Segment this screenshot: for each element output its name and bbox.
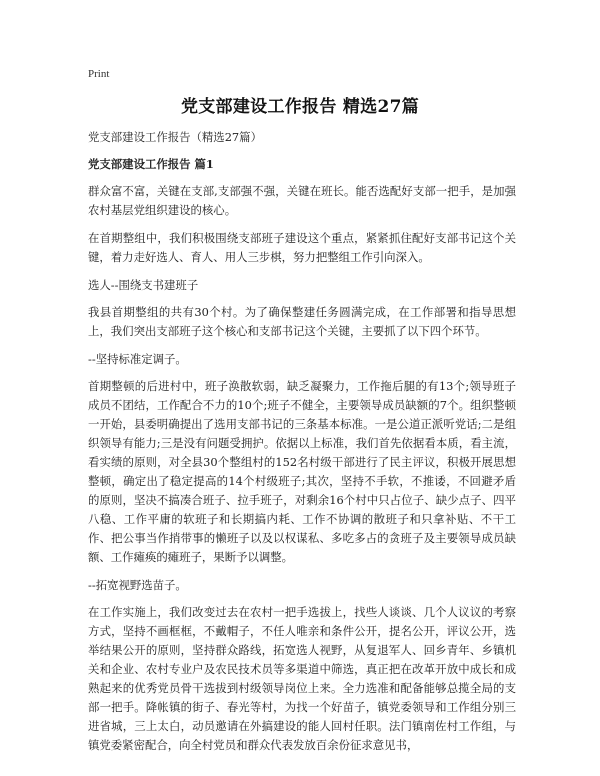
section-heading: 党支部建设工作报告 篇1 — [88, 157, 214, 171]
print-label[interactable]: Print — [88, 68, 110, 80]
subheading-standards: --坚持标准定调子。 — [88, 352, 187, 366]
paragraph-standards: 首期整顿的后进村中，班子涣散软弱，缺乏凝聚力，工作拖后腿的有13个;领导班子成员不团结，工作配合不力的10个;班子不健全，主要领导成员缺额的7个。组织整顿一开始，县委明确提出了选用支部书记的三条基本标准。一是公道正派听党话;二是组织领导有能力;三是没有问题受拥护。依据以上标准，我们首先依据看本质，看主流，看实绩的原则，对全县30个整组村的152名村级干部进行了民主评议，积极开展思想整顿，确定出了稳定提高的14个村级班子;其次，坚持不手软，不推诿，不回避矛盾的原则，坚决不搞凑合班子、拉手班子，对剩余16个村中只占位子、缺少点子、四平八稳、工作平庸的软班子和长期搞内耗、工作不协调的散班子和只拿补贴、不干工作、把公事当作捎带事的懒班子以及以权谋私、多吃多占的贪班子及主要领导成员缺额、工作瘫痪的瘫班子，果断予以调整。 — [88, 379, 516, 564]
document-body — [88, 128, 516, 764]
paragraph-overview: 在首期整组中，我们积极围绕支部班子建设这个重点，紧紧抓住配好支部书记这个关键，着力走好选人、育人、用人三步棋，努力把整组工作引向深入。 — [88, 231, 516, 264]
paragraph-intro: 群众富不富，关键在支部,支部强不强，关键在班长。能否选配好支部一把手，是加强农村基层党组织建设的核心。 — [88, 184, 516, 217]
paragraph-broaden-vision: 在工作实施上，我们改变过去在农村一把手选拔上，找些人谈谈、几个人议议的考察方式，坚持不画框框，不戴帽子，不任人唯亲和条件公开，提名公开，评议公开，选举结果公开的原则，坚持群众路线，拓宽选人视野，从复退军人、回乡青年、乡镇机关和企业、农村专业户及农民技术员等多渠道中筛选，真正把在改革开放中成长和成熟起来的优秀党员骨干选拔到村级领导岗位上来。全力选准和配备能够总揽全局的支部一把手。降帐镇的街子、春光等村，为找一个好苗子，镇党委领导和工作组分别三进省城，三上太白，动员邀请在外搞建设的能人回村任职。法门镇南佐村工作组，与镇党委紧密配合，向全村党员和群众代表发放百余份征求意见书， — [88, 605, 516, 752]
document-subtitle: 党支部建设工作报告（精选27篇） — [88, 130, 262, 144]
subheading-broaden-vision: --拓宽视野选苗子。 — [88, 578, 187, 592]
document-title: 党支部建设工作报告 精选27篇 — [180, 97, 420, 117]
paragraph-first-phase: 我县首期整组的共有30个村。为了确保整建任务圆满完成，在工作部署和指导思想上，我们突出支部班子这个核心和支部书记这个关键，主要抓了以下四个环节。 — [88, 305, 516, 338]
subheading-select-people: 选人--围绕支书建班子 — [88, 278, 199, 292]
